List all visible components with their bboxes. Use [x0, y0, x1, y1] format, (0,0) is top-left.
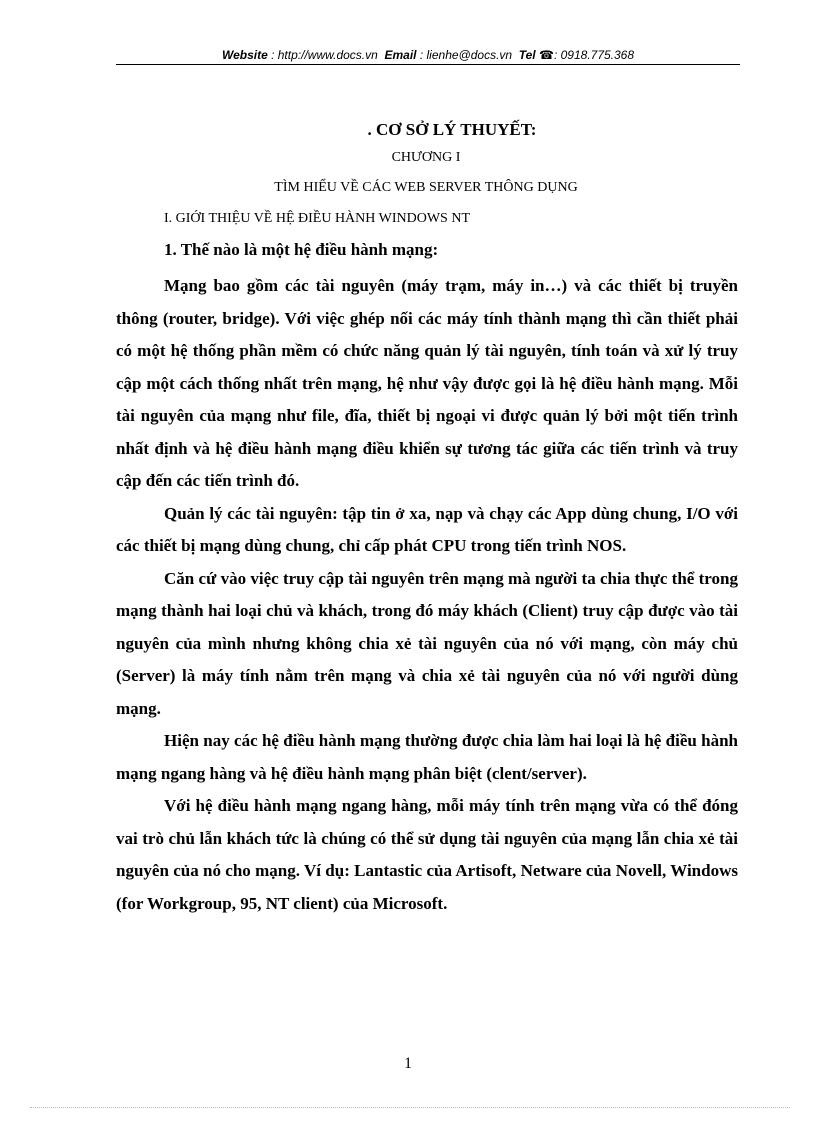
website-label: Website	[221, 48, 268, 62]
email-label: Email	[384, 48, 417, 62]
paragraph: Quản lý các tài nguyên: tập tin ở xa, nạp và chạy các App dùng chung, I/O với các thiết bị mạng dùng chung, chỉ cấp phát CPU trong tiến trình NOS.	[116, 503, 738, 555]
website-value: : http://www.docs.vn	[271, 48, 378, 62]
paragraph: Mạng bao gồm các tài nguyên (máy trạm, máy in…) và các thiết bị truyền thông (router, bridge). Với việc ghép nối các máy tính thành mạng thì cần thiết phải có một hệ thống phần mềm có chức năng quản lý tài nguyên, tính toán và xử lý truy cập một cách thống nhất trên mạng, hệ như vậy được gọi là hệ điều hành mạng. Mỗi tài nguyên của mạng như file, đĩa, thiết bị ngoại vi được quản lý bởi một tiến trình nhất định và hệ điều hành mạng điều khiển sự tương tác giữa các tiến trình và truy cập đến các tiến trình đó.	[116, 276, 738, 490]
page-header	[116, 48, 740, 62]
paragraph: Hiện nay các hệ điều hành mạng thường được chia làm hai loại là hệ điều hành mạng ngang hàng và hệ điều hành mạng phân biệt (clent/server).	[116, 731, 738, 783]
header-divider	[116, 64, 740, 65]
section-heading: I. GIỚI THIỆU VỀ HỆ ĐIỀU HÀNH WINDOWS NT	[164, 211, 471, 226]
subsection-heading: 1. Thế nào là một hệ điều hành mạng:	[164, 240, 439, 259]
main-heading: . CƠ SỞ LÝ THUYẾT:	[367, 120, 537, 139]
page-number: 1	[404, 1055, 412, 1072]
chapter-title: TÌM HIỂU VỀ CÁC WEB SERVER THÔNG DỤNG	[274, 180, 578, 195]
paragraph: Căn cứ vào việc truy cập tài nguyên trên mạng mà người ta chia thực thể trong mạng thành hai loại chủ và khách, trong đó máy khách (Client) truy cập được vào tài nguyên của mình nhưng không chia xẻ tài nguyên của nó với mạng, còn máy chủ (Server) là máy tính nằm trên mạng và chia xẻ tài nguyên của nó với người dùng mạng.	[116, 568, 738, 718]
tel-label: Tel	[518, 48, 536, 62]
body-text	[116, 270, 738, 920]
paragraph: Với hệ điều hành mạng ngang hàng, mỗi máy tính trên mạng vừa có thể đóng vai trò chủ lẫn khách tức là chúng có thể sử dụng tài nguyên của mạng lẫn chia xẻ tài nguyên của nó cho mạng. Ví dụ: Lantastic của Artisoft, Netware của Novell, Windows (for Workgroup, 95, NT client) của Microsoft.	[116, 796, 738, 913]
phone-icon: ☎	[539, 48, 554, 62]
page-bottom-divider	[30, 1107, 790, 1108]
email-value: : lienhe@docs.vn	[419, 48, 513, 62]
chapter-label: CHƯƠNG I	[391, 150, 461, 165]
tel-value: : 0918.775.368	[553, 48, 635, 62]
